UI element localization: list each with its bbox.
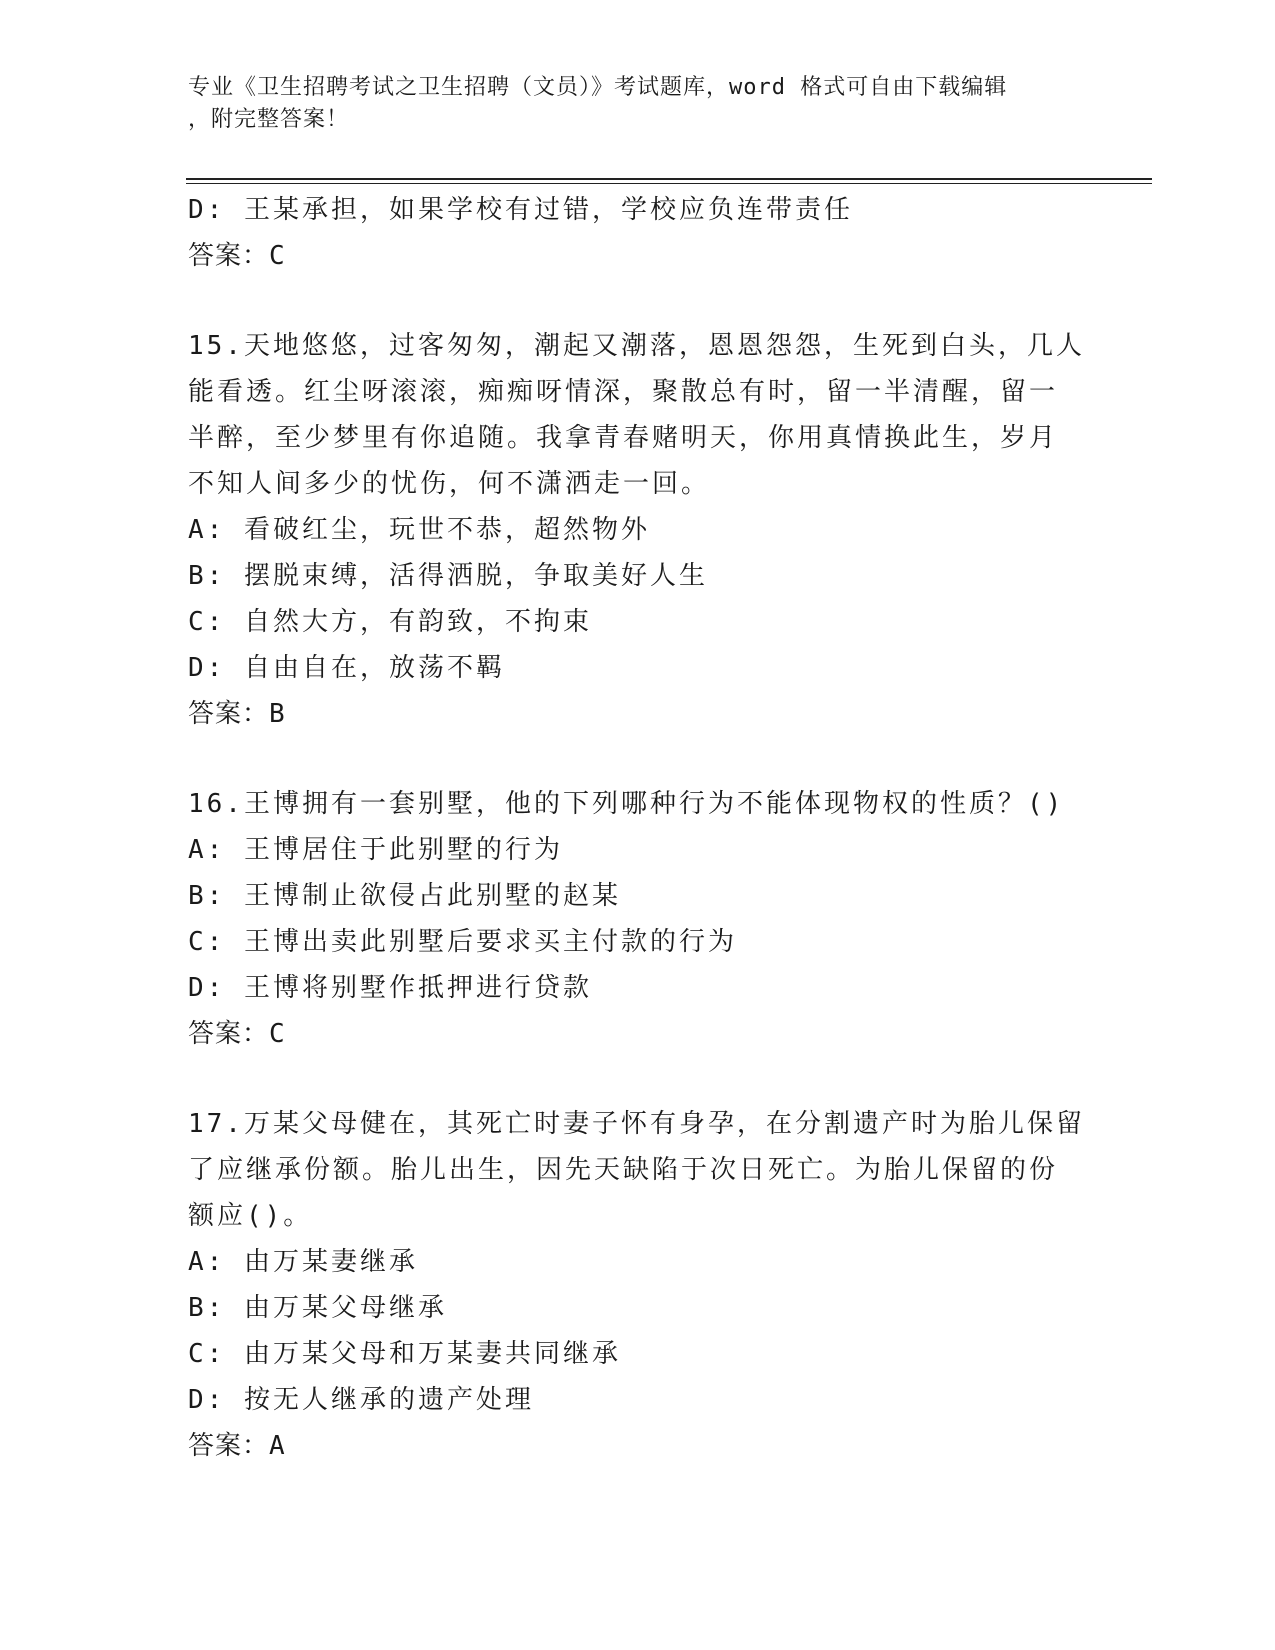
option-b: B: 由万某父母继承 — [188, 1293, 447, 1323]
option-d: D: 王博将别墅作抵押进行贷款 — [188, 973, 592, 1003]
question-text-line: 15.天地悠悠，过客匆匆，潮起又潮落，恩恩怨怨，生死到白头，几人 — [188, 331, 1085, 361]
header-divider — [186, 178, 1152, 180]
option-a: A: 看破红尘，玩世不恭，超然物外 — [188, 515, 650, 545]
header-line-1: 专业《卫生招聘考试之卫生招聘（文员）》考试题库，word 格式可自由下载编辑 — [188, 75, 1008, 100]
option-d: D: 按无人继承的遗产处理 — [188, 1385, 534, 1415]
option-a: A: 由万某妻继承 — [188, 1247, 418, 1277]
document-body — [188, 187, 1088, 1469]
option-a: A: 王博居住于此别墅的行为 — [188, 835, 563, 865]
question-17 — [188, 1101, 1088, 1469]
option-b: B: 摆脱束缚，活得洒脱，争取美好人生 — [188, 561, 708, 591]
answer: 答案：B — [188, 699, 286, 729]
option-d: D: 王某承担，如果学校有过错，学校应负连带责任 — [188, 195, 853, 225]
option-b: B: 王博制止欲侵占此别墅的赵某 — [188, 881, 621, 911]
question-text-line: 16.王博拥有一套别墅，他的下列哪种行为不能体现物权的性质？() — [188, 789, 1065, 819]
question-text-line: 能看透。红尘呀滚滚，痴痴呀情深，聚散总有时，留一半清醒，留一 — [188, 377, 1059, 407]
document-header — [188, 72, 1068, 136]
previous-question-tail — [188, 187, 1088, 279]
option-c: C: 王博出卖此别墅后要求买主付款的行为 — [188, 927, 737, 957]
header-divider-thin — [186, 183, 1152, 184]
option-d: D: 自由自在，放荡不羁 — [188, 653, 505, 683]
question-text-line: 17.万某父母健在，其死亡时妻子怀有身孕，在分割遗产时为胎儿保留 — [188, 1109, 1085, 1139]
question-text-line: 了应继承份额。胎儿出生，因先天缺陷于次日死亡。为胎儿保留的份 — [188, 1155, 1059, 1185]
option-c: C: 自然大方，有韵致，不拘束 — [188, 607, 592, 637]
question-text-line: 不知人间多少的忧伤，何不潇洒走一回。 — [188, 469, 711, 499]
answer: 答案：C — [188, 241, 286, 271]
header-line-2: ，附完整答案！ — [188, 107, 350, 132]
option-c: C: 由万某父母和万某妻共同继承 — [188, 1339, 621, 1369]
answer: 答案：A — [188, 1431, 286, 1461]
answer: 答案：C — [188, 1019, 286, 1049]
question-text-line: 额应()。 — [188, 1201, 313, 1231]
question-16 — [188, 781, 1088, 1057]
question-15 — [188, 323, 1088, 737]
question-text-line: 半醉，至少梦里有你追随。我拿青春赌明天，你用真情换此生，岁月 — [188, 423, 1059, 453]
